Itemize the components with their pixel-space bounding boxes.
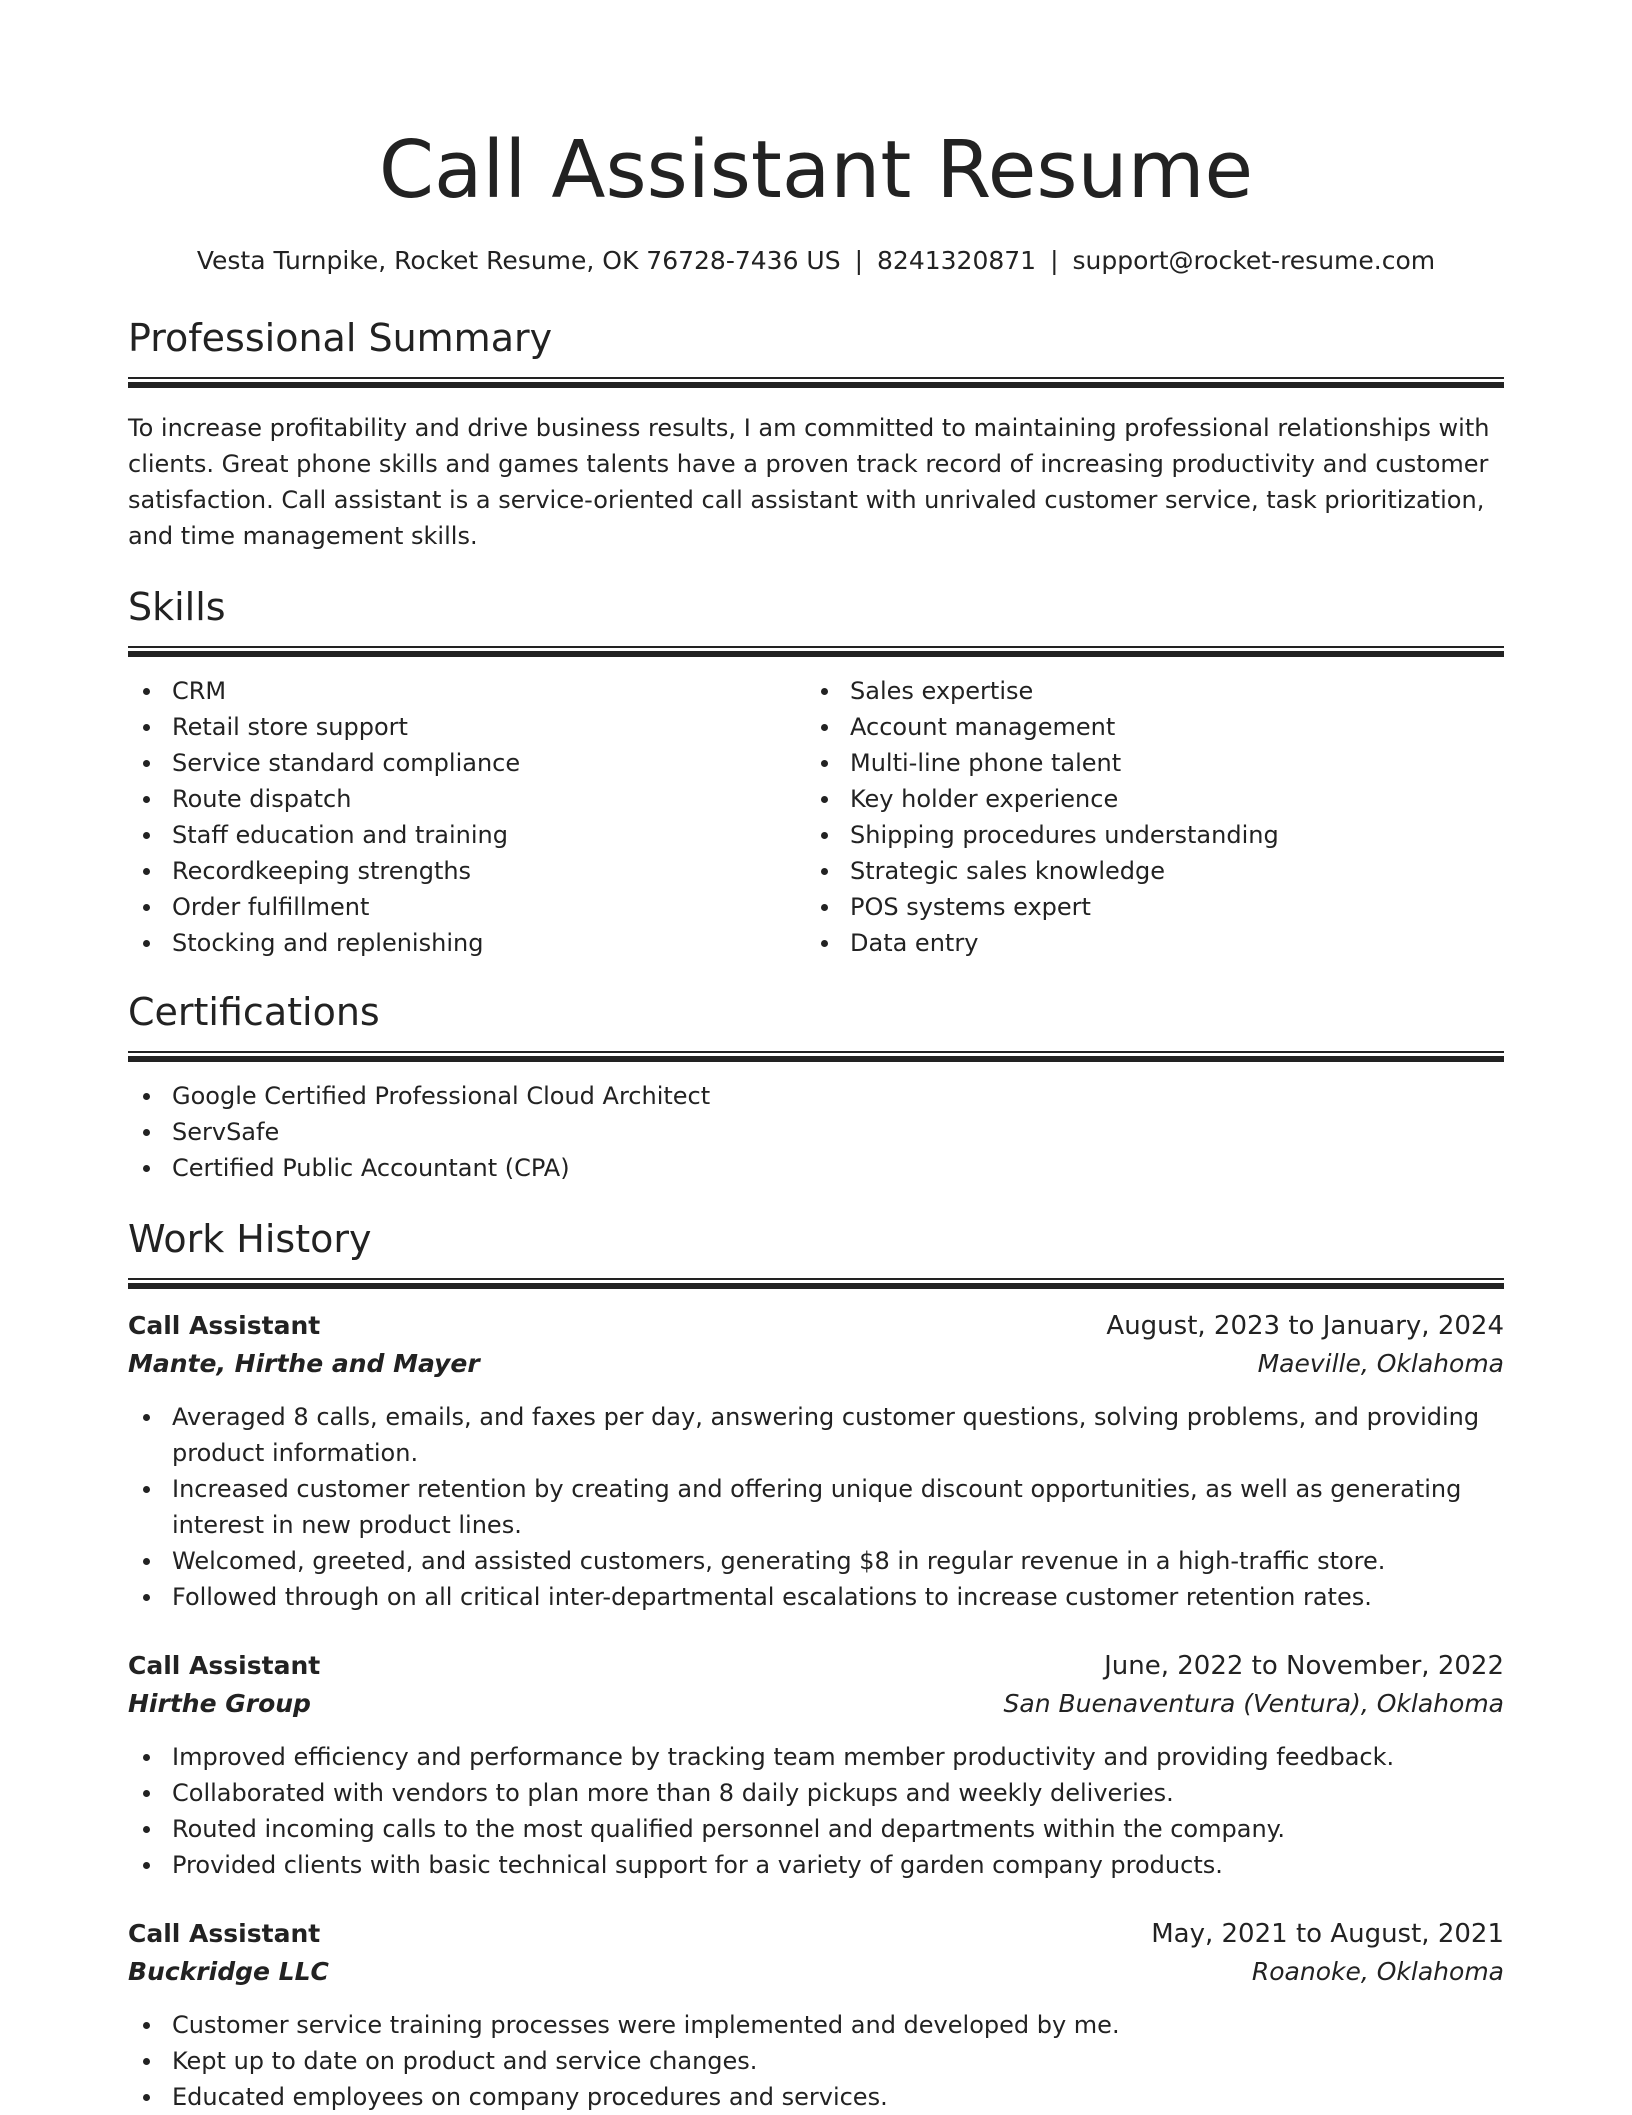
job-bullets [128, 1399, 1504, 1615]
job-bullet: Customer service training processes were implemented and developed by me. [128, 2007, 1504, 2043]
skill-item: Shipping procedures understanding [806, 817, 1484, 853]
job-subheader [128, 1953, 1504, 1991]
section-divider [128, 646, 1504, 657]
skill-item: Order fulfillment [128, 889, 806, 925]
job-bullets [128, 2007, 1504, 2115]
job-header [128, 1647, 1504, 1685]
section-divider [128, 377, 1504, 388]
skill-item: Stocking and replenishing [128, 925, 806, 961]
job-bullet: Collaborated with vendors to plan more than 8 daily pickups and weekly deliveries. [128, 1775, 1504, 1811]
job-bullet: Kept up to date on product and service changes. [128, 2043, 1504, 2079]
summary-section [128, 313, 1504, 554]
section-divider [128, 1051, 1504, 1062]
job-entry [128, 1915, 1504, 2115]
contact-separator: | [854, 246, 864, 275]
job-entry [128, 1307, 1504, 1615]
job-company: Mante, Hirthe and Mayer [128, 1349, 480, 1378]
resume-page [128, 0, 1504, 2115]
contact-email: support@rocket-resume.com [1072, 246, 1436, 275]
skill-item: Route dispatch [128, 781, 806, 817]
skill-item: Staff education and training [128, 817, 806, 853]
certifications-section [128, 987, 1504, 1186]
job-bullet: Educated employees on company procedures and services. [128, 2079, 1504, 2115]
contact-separator: | [1050, 246, 1059, 275]
certifications-heading: Certifications [128, 990, 380, 1034]
skill-item: Recordkeeping strengths [128, 853, 806, 889]
job-bullets [128, 1739, 1504, 1883]
job-title: Call Assistant [128, 1311, 321, 1340]
job-title: Call Assistant [128, 1919, 321, 1948]
skills-list-right [806, 673, 1484, 961]
job-subheader [128, 1345, 1504, 1383]
job-dates: August, 2023 to January, 2024 [1106, 1311, 1504, 1341]
job-entry [128, 1647, 1504, 1883]
job-header [128, 1307, 1504, 1345]
certification-item: Certified Public Accountant (CPA) [128, 1150, 1504, 1186]
job-location: Maeville, Oklahoma [1257, 1349, 1504, 1378]
certifications-list [128, 1078, 1504, 1186]
contact-address: Vesta Turnpike, Rocket Resume, OK 76728-7436 US [196, 246, 841, 275]
skill-item: CRM [128, 673, 806, 709]
job-dates: May, 2021 to August, 2021 [1151, 1919, 1504, 1949]
job-subheader [128, 1685, 1504, 1723]
job-bullet: Improved efficiency and performance by tracking team member productivity and providing feedback. [128, 1739, 1504, 1775]
skill-item: Service standard compliance [128, 745, 806, 781]
skill-item: POS systems expert [806, 889, 1484, 925]
skill-item: Multi-line phone talent [806, 745, 1484, 781]
work-history-section [128, 1214, 1504, 2115]
section-divider [128, 1278, 1504, 1289]
contact-phone: 8241320871 [877, 246, 1037, 275]
resume-title: Call Assistant Resume [378, 124, 1254, 216]
skill-item: Retail store support [128, 709, 806, 745]
skills-heading: Skills [128, 585, 226, 629]
summary-heading: Professional Summary [128, 316, 553, 360]
skill-item: Account management [806, 709, 1484, 745]
job-company: Buckridge LLC [128, 1957, 329, 1986]
contact-line [128, 244, 1504, 278]
job-header [128, 1915, 1504, 1953]
job-bullet: Increased customer retention by creating and offering unique discount opportunities, as well as generating interest in new product lines. [128, 1471, 1504, 1543]
skill-item: Strategic sales knowledge [806, 853, 1484, 889]
job-bullet: Provided clients with basic technical support for a variety of garden company products. [128, 1847, 1504, 1883]
skill-item: Data entry [806, 925, 1484, 961]
job-company: Hirthe Group [128, 1689, 311, 1718]
job-dates: June, 2022 to November, 2022 [1104, 1651, 1504, 1681]
job-location: Roanoke, Oklahoma [1251, 1957, 1504, 1986]
skills-list-left [128, 673, 806, 961]
job-title: Call Assistant [128, 1651, 321, 1680]
skills-section [128, 582, 1504, 961]
certification-item: Google Certified Professional Cloud Architect [128, 1078, 1504, 1114]
job-bullet: Welcomed, greeted, and assisted customers, generating $8 in regular revenue in a high-traffic store. [128, 1543, 1504, 1579]
job-bullet: Averaged 8 calls, emails, and faxes per day, answering customer questions, solving problems, and providing product information. [128, 1399, 1504, 1471]
work-history-heading: Work History [128, 1217, 372, 1261]
skills-grid [128, 673, 1504, 961]
skill-item: Sales expertise [806, 673, 1484, 709]
job-bullet: Followed through on all critical inter-departmental escalations to increase customer retention rates. [128, 1579, 1504, 1615]
certification-item: ServSafe [128, 1114, 1504, 1150]
summary-text: To increase profitability and drive business results, I am committed to maintaining professional relationships with clients. Great phone skills and games talents have a proven track record of increasing productivity and customer satisfaction. Call assistant is a service-oriented call assistant with unrivaled customer service, task prioritization, and time management skills. [128, 414, 1490, 550]
job-bullet: Routed incoming calls to the most qualified personnel and departments within the company. [128, 1811, 1504, 1847]
skill-item: Key holder experience [806, 781, 1484, 817]
job-location: San Buenaventura (Ventura), Oklahoma [1003, 1689, 1504, 1718]
